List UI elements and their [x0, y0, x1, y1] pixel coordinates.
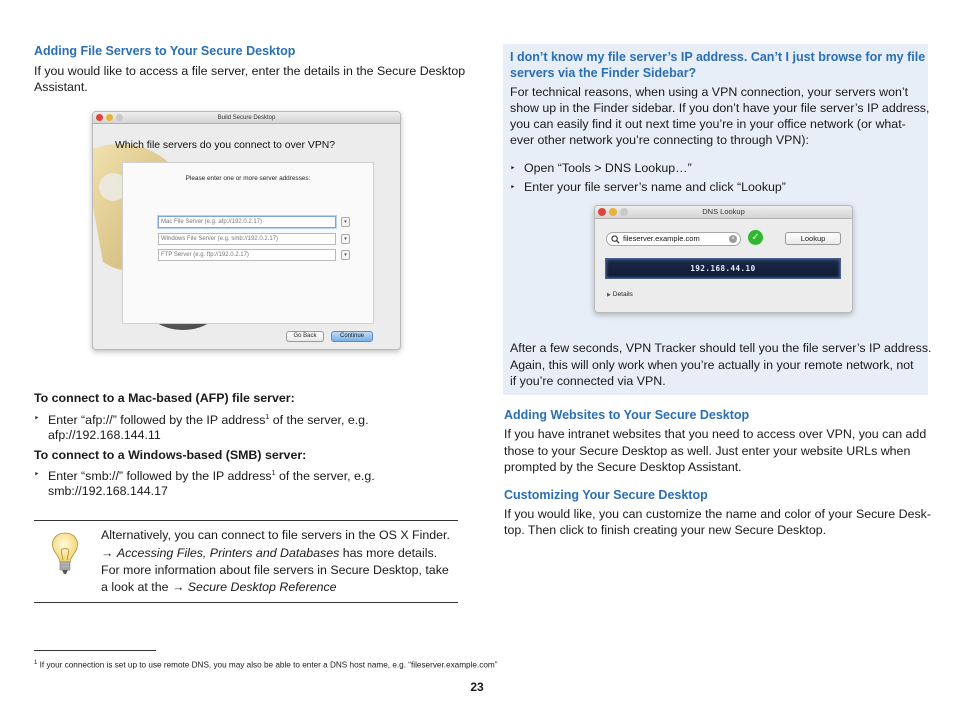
page-number: 23	[470, 680, 484, 694]
server-entry-panel	[122, 162, 374, 324]
faq-para-line3: you can easily find it out next time you’re in your office network (or what-	[510, 117, 906, 131]
footnote-rule	[34, 650, 156, 651]
footnote-ref: 1	[271, 470, 276, 477]
after-para-line2: Again, this will only work when you’re actually in your remote network, not	[510, 358, 914, 372]
dns-window-title: DNS Lookup	[702, 207, 745, 216]
window-title: Build Secure Desktop	[217, 115, 276, 121]
search-icon	[611, 235, 620, 244]
footnote	[34, 657, 497, 672]
step-2-bullet	[510, 179, 786, 196]
step-1-text: Open “Tools > DNS Lookup…”	[524, 161, 692, 175]
ftp-popup-button[interactable]: ▾	[341, 250, 350, 260]
build-secure-desktop-screenshot	[92, 111, 401, 350]
afp-bullet-text-b: of the server, e.g.	[269, 413, 369, 428]
bullet-triangle-icon: ‣	[34, 469, 40, 479]
arrow-icon: →	[171, 580, 185, 594]
tip-line4	[101, 579, 337, 596]
footnote-ref: 1	[265, 414, 270, 421]
tip-line1: Alternatively, you can connect to file servers in the OS X Finder.	[101, 528, 450, 542]
tip-bottom-rule	[34, 602, 458, 603]
dns-titlebar	[595, 206, 852, 219]
afp-bullet-text-a: Enter “afp://” followed by the IP address	[48, 413, 266, 428]
lookup-button[interactable]: Lookup	[785, 232, 841, 245]
intro-text-line1: If you would like to access a file server, enter the details in the Secure Desktop	[34, 64, 466, 78]
disclosure-triangle-icon: ▶	[607, 292, 611, 298]
step-1-bullet	[510, 160, 692, 177]
footnote-marker: 1	[34, 660, 38, 666]
step-2-text: Enter your file server’s name and click “Lookup”	[524, 180, 786, 194]
tip-line3: For more information about file servers in Secure Desktop, take	[101, 563, 449, 577]
bullet-triangle-icon: ‣	[34, 413, 40, 423]
mac-file-server-input[interactable]: Mac File Server (e.g. afp://192.0.2.17)	[158, 216, 336, 228]
tip-line2-rest: has more details.	[339, 546, 438, 560]
link-secure-desktop-reference[interactable]: Secure Desktop Reference	[187, 580, 337, 594]
window-titlebar	[93, 112, 400, 124]
windows-popup-button[interactable]: ▾	[341, 234, 350, 244]
panel-label: Please enter one or more server addresses:	[185, 175, 311, 182]
dns-result-display: 192.168.44.10	[605, 258, 841, 279]
tip-line4-pre: a look at the	[101, 580, 172, 594]
section-heading-file-servers: Adding File Servers to Your Secure Desktop	[34, 44, 296, 58]
faq-para-line1: For technical reasons, when using a VPN connection, your servers won’t	[510, 85, 909, 99]
after-para-line3: if you’re connected via VPN.	[510, 374, 666, 388]
tip-top-rule	[34, 520, 458, 521]
smb-heading: To connect to a Windows-based (SMB) server:	[34, 448, 307, 462]
afp-example: afp://192.168.144.11	[48, 428, 161, 442]
section-heading-customizing: Customizing Your Secure Desktop	[504, 488, 708, 502]
smb-example: smb://192.168.144.17	[48, 484, 168, 498]
faq-para-line2: show up in the Finder sidebar. If you don’t have your file server’s IP address,	[510, 101, 930, 115]
after-para-line1: After a few seconds, VPN Tracker should tell you the file server’s IP address.	[510, 341, 932, 355]
windows-file-server-input[interactable]: Windows File Server (e.g. smb://192.0.2.17)	[158, 233, 336, 245]
go-back-button[interactable]: Go Back	[286, 331, 324, 342]
websites-line1: If you have intranet websites that you need to access over VPN, you can add	[504, 427, 927, 441]
websites-line2: those to your Secure Desktop as well. Just enter your website URLs when	[504, 444, 911, 458]
customizing-line1: If you would like, you can customize the name and color of your Secure Desk-	[504, 507, 931, 521]
tip-line2	[101, 545, 437, 562]
ftp-server-input[interactable]: FTP Server (e.g. ftp://192.0.2.17)	[158, 249, 336, 261]
afp-heading: To connect to a Mac-based (AFP) file server:	[34, 391, 295, 405]
link-accessing-files[interactable]: Accessing Files, Printers and Databases	[116, 546, 340, 560]
clear-icon[interactable]: ×	[729, 235, 737, 243]
smb-bullet-text-a: Enter “smb://” followed by the IP address	[48, 469, 272, 484]
details-disclosure[interactable]	[607, 287, 633, 304]
wizard-question: Which file servers do you connect to over VPN?	[115, 140, 336, 151]
websites-line3: prompted by the Secure Desktop Assistant.	[504, 460, 742, 474]
smb-bullet-text-b: of the server, e.g.	[275, 469, 375, 484]
faq-heading-line1: I don’t know my file server’s IP address. Can’t I just browse for my file	[510, 50, 926, 64]
mac-popup-button[interactable]: ▾	[341, 217, 350, 227]
dns-lookup-screenshot	[594, 205, 853, 313]
smb-bullet	[34, 466, 375, 485]
continue-button[interactable]: Continue	[331, 331, 373, 342]
intro-text-line2: Assistant.	[34, 80, 88, 94]
afp-bullet	[34, 410, 369, 429]
details-label: Details	[612, 291, 633, 298]
faq-para-line4: ever other network you’re connecting to through VPN):	[510, 133, 809, 147]
success-check-icon: ✓	[748, 230, 763, 245]
lightbulb-icon	[48, 530, 82, 578]
faq-heading-line2: servers via the Finder Sidebar?	[510, 66, 697, 80]
bullet-triangle-icon: ‣	[510, 182, 516, 192]
footnote-text: If your connection is set up to use remote DNS, you may also be able to enter a DNS host name, e.g. “fileserver.example.com”	[37, 660, 498, 670]
dns-query-text: fileserver.example.com	[623, 234, 700, 243]
dns-search-input[interactable]	[606, 232, 741, 246]
section-heading-websites: Adding Websites to Your Secure Desktop	[504, 408, 750, 422]
arrow-icon: →	[101, 546, 114, 560]
customizing-line2: top. Then click to finish creating your new Secure Desktop.	[504, 523, 827, 537]
bullet-triangle-icon: ‣	[510, 163, 516, 173]
